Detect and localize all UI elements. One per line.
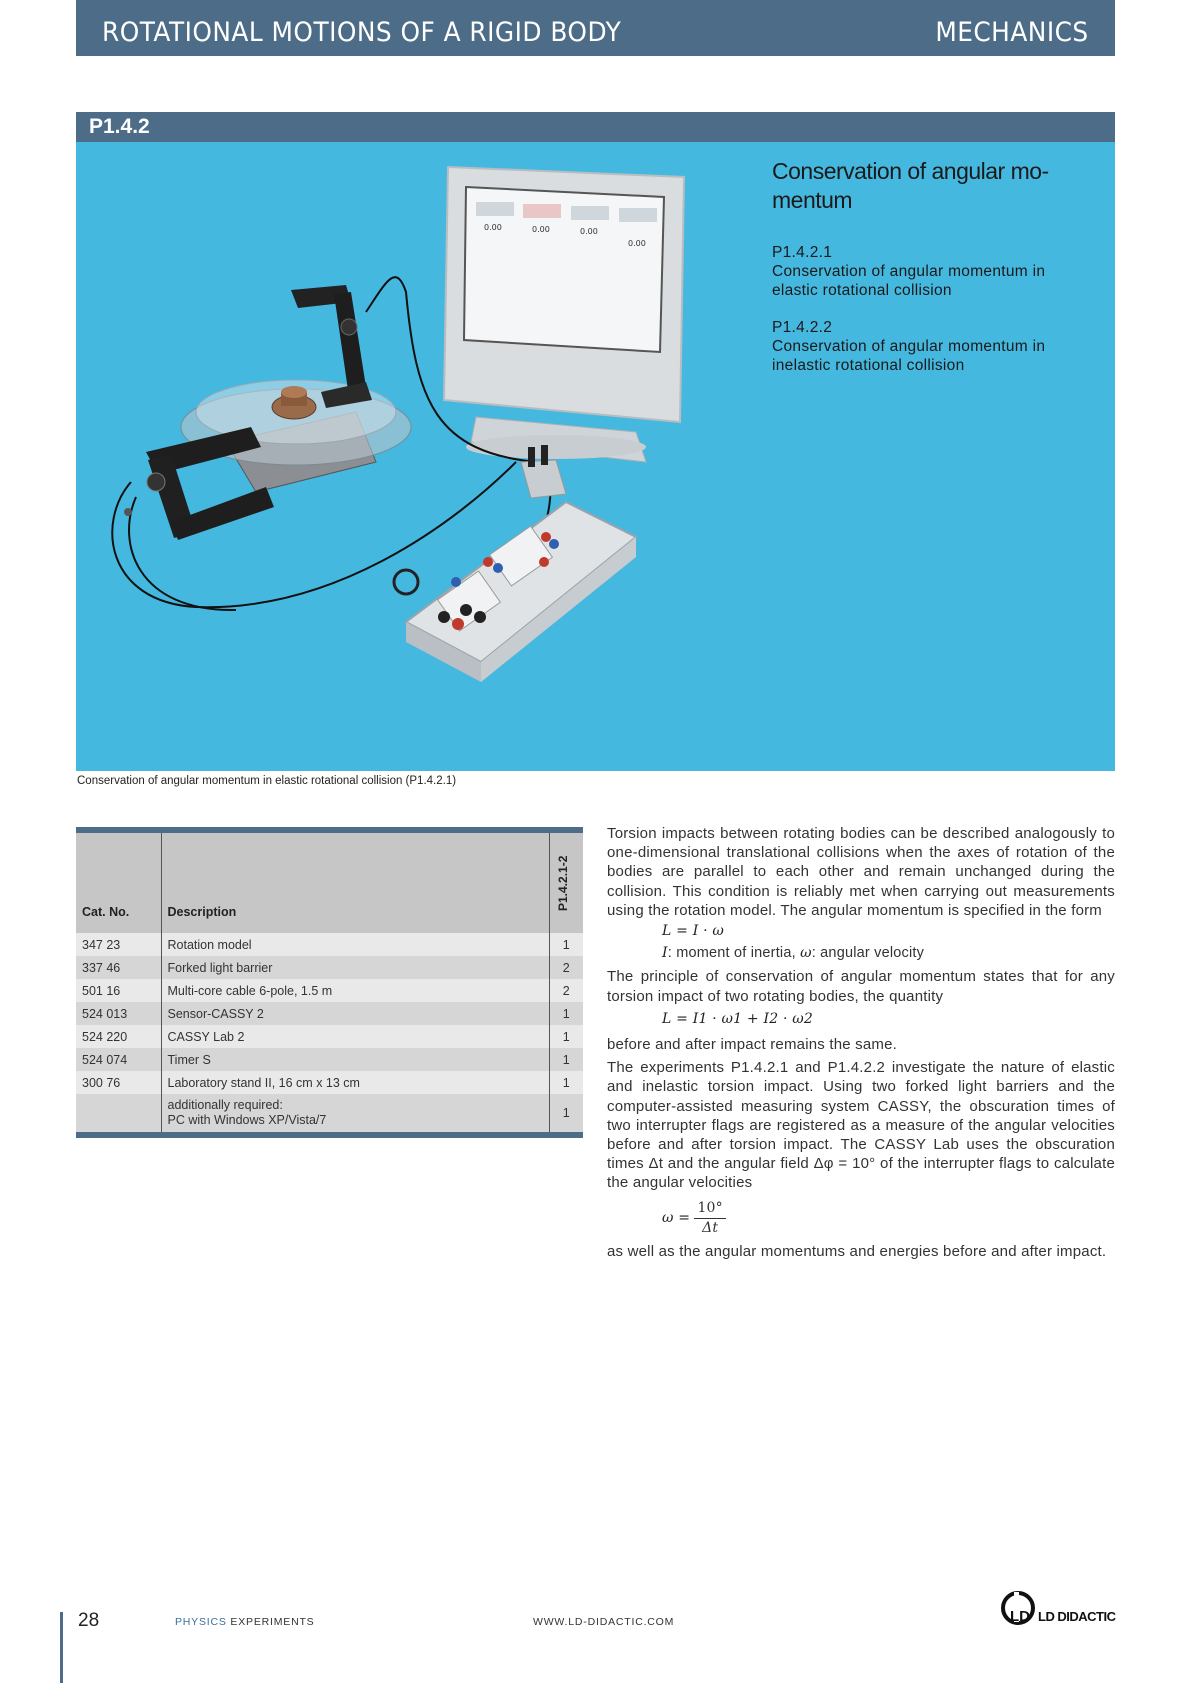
equation: L = I · ω bbox=[662, 923, 725, 940]
table-row: 337 46 Forked light barrier 2 bbox=[76, 956, 583, 979]
table-row: 501 16 Multi-core cable 6-pole, 1.5 m 2 bbox=[76, 979, 583, 1002]
screen-value: 0.00 bbox=[628, 239, 646, 248]
subexperiment-2: P1.4.2.2 Conservation of angular momentum in inelastic rotational collision bbox=[772, 319, 1046, 374]
body-text bbox=[607, 824, 1115, 1261]
equipment-table bbox=[76, 827, 583, 1138]
col-header-set: P1.4.2.1-2 bbox=[549, 833, 583, 933]
section-title: ROTATIONAL MOTIONS OF A RIGID BODY bbox=[102, 17, 622, 48]
col-header-description: Description bbox=[161, 833, 549, 933]
screen-value: 0.00 bbox=[484, 223, 502, 232]
paragraph: as well as the angular momentums and energies before and after impact. bbox=[607, 1243, 1107, 1261]
footer-website[interactable]: WWW.LD-DIDACTIC.COM bbox=[533, 1616, 675, 1628]
experiment-title: Conservation of angular mo- mentum bbox=[772, 158, 1049, 213]
svg-text:LD DIDACTIC: LD DIDACTIC bbox=[1038, 1609, 1116, 1624]
table-row: 524 013 Sensor-CASSY 2 1 bbox=[76, 1002, 583, 1025]
experiment-bar bbox=[76, 112, 1115, 142]
paragraph: before and after impact remains the same. bbox=[607, 1036, 898, 1054]
photo-caption: Conservation of angular momentum in elastic rotational collision (P1.4.2.1) bbox=[77, 775, 457, 787]
ld-didactic-logo bbox=[1000, 1588, 1118, 1628]
table-row: 524 220 CASSY Lab 2 1 bbox=[76, 1025, 583, 1048]
sensor-cassy bbox=[394, 445, 636, 682]
table-row: 300 76 Laboratory stand II, 16 cm x 13 cm 1 bbox=[76, 1071, 583, 1094]
paragraph: The principle of conservation of angular momentum states that for any torsion impact of two rotating bodies, the quantity bbox=[607, 968, 1115, 1005]
page-header bbox=[76, 0, 1115, 56]
experiment-code: P1.4.2 bbox=[89, 115, 150, 138]
subexperiment-1: P1.4.2.1 Conservation of angular momentum in elastic rotational collision bbox=[772, 244, 1046, 299]
paragraph: The experiments P1.4.2.1 and P1.4.2.2 investigate the nature of elastic and inelastic torsion impact. Using two forked light barriers and the computer-assisted measuring system CASSY, the obscuration times of two interrupter flags are registered as a measure of the angular velocities before and after torsion impact. The CASSY Lab uses the obscuration times Δt and the angular field Δφ = 10° of the interrupter flags to calculate the angular velocities bbox=[607, 1059, 1115, 1192]
category-title: MECHANICS bbox=[935, 17, 1089, 48]
col-header-cat-no: Cat. No. bbox=[76, 833, 161, 933]
footer-series: PHYSICS EXPERIMENTS bbox=[175, 1616, 315, 1628]
page-number: 28 bbox=[78, 1610, 100, 1631]
screen-value: 0.00 bbox=[580, 227, 598, 236]
screen-value: 0.00 bbox=[532, 225, 550, 234]
experiment-photo bbox=[76, 142, 1115, 771]
table-row: 524 074 Timer S 1 bbox=[76, 1048, 583, 1071]
equation-description: I: moment of inertia, ω: angular velocity bbox=[662, 945, 925, 962]
table-row: additionally required: PC with Windows XP/Vista/7 1 bbox=[76, 1094, 583, 1132]
paragraph: Torsion impacts between rotating bodies can be described analogously to one-dimensional translational collisions when the axes of rotation of the bodies are parallel to each other and remain unchanged during the collision. This condition is reliably met when carrying out measurements using the rotation model. The angular momentum is specified in the form bbox=[607, 825, 1115, 919]
apparatus-illustration bbox=[76, 142, 1115, 771]
monitor bbox=[444, 167, 684, 462]
equation: L = I1 · ω1 + I2 · ω2 bbox=[662, 1010, 813, 1027]
footer-rule bbox=[60, 1612, 63, 1683]
equation: ω = $\frac{10^\circ}{\Delta t}$ bbox=[607, 1199, 1115, 1238]
svg-text:LD: LD bbox=[1010, 1608, 1030, 1625]
table-row: 347 23 Rotation model 1 bbox=[76, 933, 583, 956]
